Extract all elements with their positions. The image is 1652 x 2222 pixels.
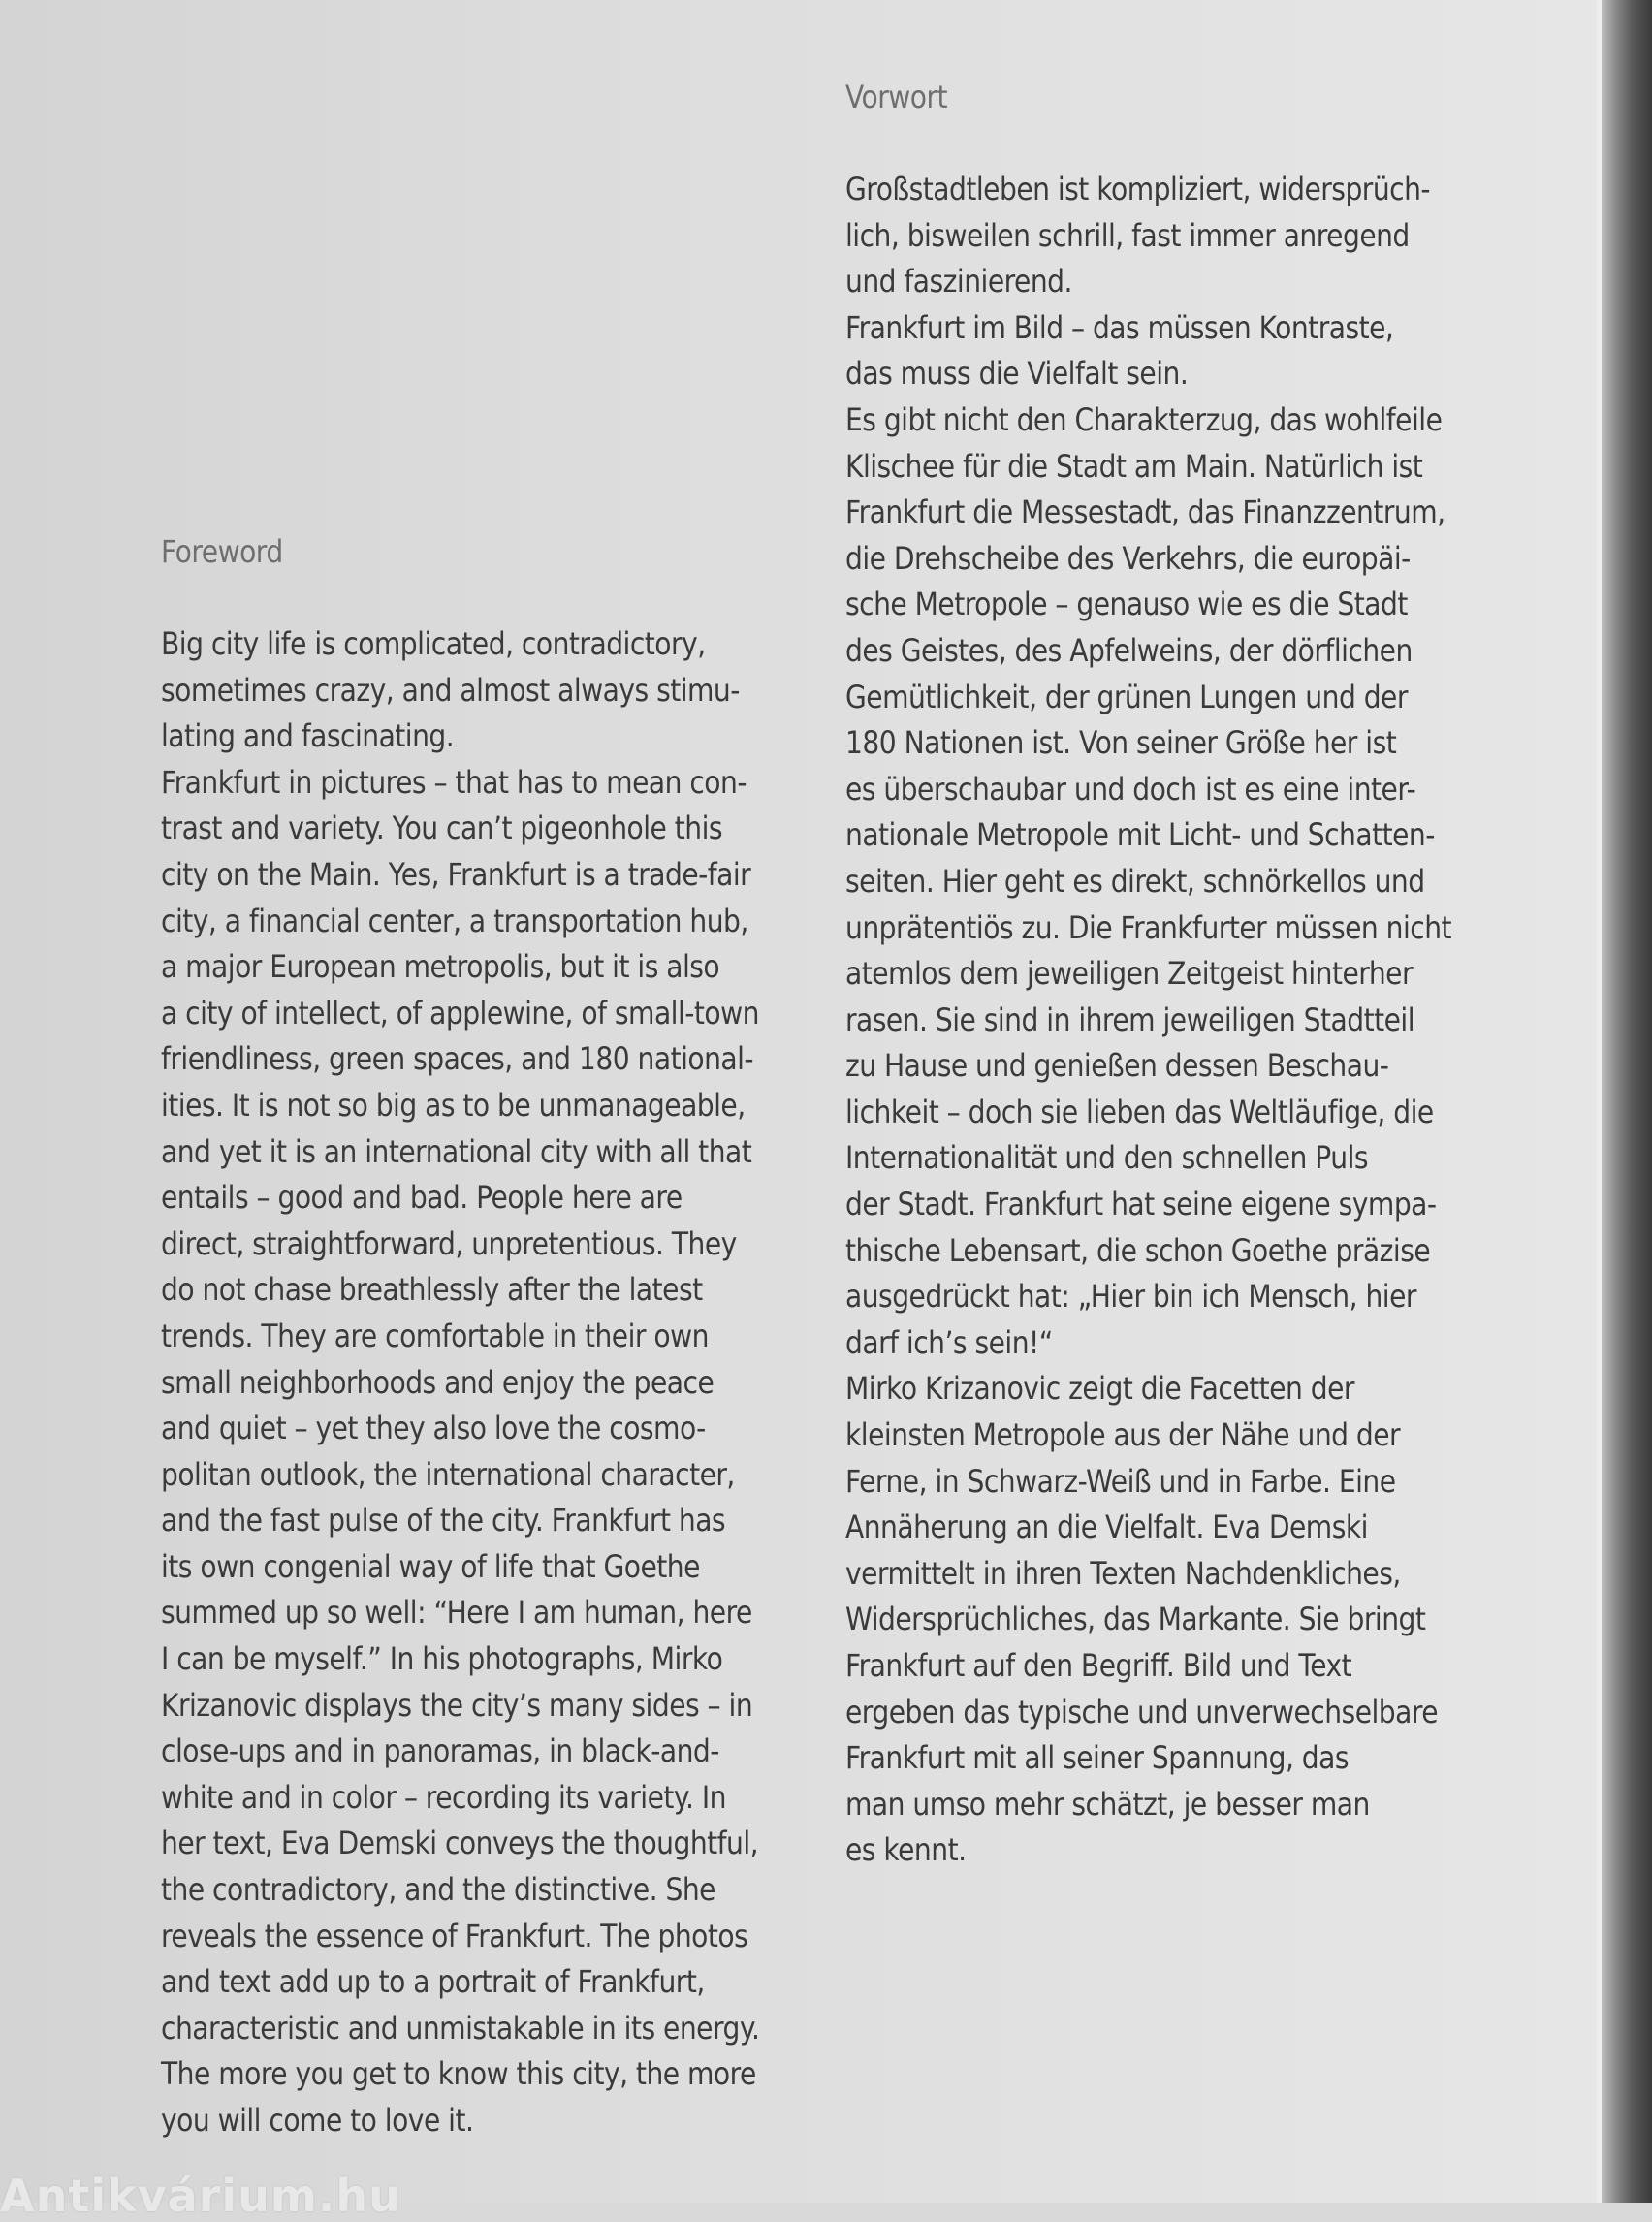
text-line: Big city life is complicated, contradictory, (161, 625, 706, 662)
text-line: Frankfurt auf den Begriff. Bild und Text (845, 1647, 1352, 1684)
foreword-english-column (161, 529, 759, 2144)
text-line: und faszinierend. (845, 263, 1072, 301)
text-line: rasen. Sie sind in ihrem jeweiligen Stadtteil (845, 1000, 1415, 1038)
vorwort-german-body (845, 167, 1451, 1874)
text-line: its own congenial way of life that Goethe (161, 1547, 700, 1585)
text-line: and text add up to a portrait of Frankfurt, (161, 1963, 705, 2001)
text-line: Es gibt nicht den Charakterzug, das wohlfeile (845, 400, 1443, 438)
text-line: white and in color – recording its variety. In (161, 1778, 726, 1816)
text-line: die Drehscheibe des Verkehrs, die europäi- (845, 539, 1411, 577)
text-line: seiten. Hier geht es direkt, schnörkellos und (845, 862, 1425, 900)
text-line: entails – good and bad. People here are (161, 1179, 683, 1217)
text-line: Klischee für die Stadt am Main. Natürlich ist (845, 447, 1423, 485)
text-line: Annäherung an die Vielfalt. Eva Demski (845, 1508, 1368, 1546)
text-line: vermittelt in ihren Texten Nachdenkliches, (845, 1554, 1401, 1592)
text-line: I can be myself.” In his photographs, Mirko (161, 1640, 723, 1678)
text-line: kleinsten Metropole aus der Nähe und der (845, 1416, 1401, 1454)
text-line: trast and variety. You can’t pigeonhole this (161, 809, 723, 847)
text-line: do not chase breathlessly after the latest (161, 1271, 703, 1309)
text-line: lating and fascinating. (161, 717, 455, 755)
text-line: sche Metropole – genauso wie es die Stadt (845, 586, 1408, 623)
text-line: Frankfurt die Messestadt, das Finanzzentrum, (845, 493, 1446, 531)
text-line: lichkeit – doch sie lieben das Weltläufige, die (845, 1093, 1434, 1130)
text-line: and the fast pulse of the city. Frankfurt has (161, 1502, 726, 1540)
text-line: man umso mehr schätzt, je besser man (845, 1785, 1370, 1823)
text-line: Gemütlichkeit, der grünen Lungen und der (845, 678, 1408, 715)
text-line: Krizanovic displays the city’s many sides – in (161, 1686, 753, 1724)
text-line: you will come to love it. (161, 2102, 474, 2139)
text-line: Mirko Krizanovic zeigt die Facetten der (845, 1370, 1354, 1408)
text-line: es kennt. (845, 1831, 967, 1869)
text-line: atemlos dem jeweiligen Zeitgeist hinterher (845, 955, 1414, 993)
text-line: Frankfurt in pictures – that has to mean con- (161, 763, 747, 801)
text-line: a major European metropolis, but it is also (161, 948, 720, 986)
text-line: city on the Main. Yes, Frankfurt is a trade-fair (161, 855, 751, 893)
text-line: unprätentiös zu. Die Frankfurter müssen nicht (845, 908, 1452, 946)
text-line: Frankfurt im Bild – das müssen Kontraste, (845, 308, 1394, 346)
vorwort-german-column (845, 75, 1451, 1874)
text-line: 180 Nationen ist. Von seiner Größe her ist (845, 724, 1397, 762)
text-line: city, a financial center, a transportation hub, (161, 902, 748, 939)
page-shadow (1602, 0, 1652, 2203)
text-line: The more you get to know this city, the more (161, 2055, 756, 2093)
text-line: trends. They are comfortable in their own (161, 1317, 709, 1354)
text-line: nationale Metropole mit Licht- und Schatten- (845, 816, 1435, 854)
text-line: ities. It is not so big as to be unmanageable, (161, 1086, 746, 1124)
text-line: the contradictory, and the distinctive. She (161, 1871, 715, 1909)
text-line: das muss die Vielfalt sein. (845, 355, 1189, 393)
text-line: politan outlook, the international character, (161, 1455, 735, 1493)
text-line: a city of intellect, of applewine, of small-town (161, 994, 759, 1032)
text-line: and yet it is an international city with all that (161, 1132, 752, 1170)
watermark: Antikvárium.hu (0, 2170, 401, 2222)
text-line: direct, straightforward, unpretentious. They (161, 1224, 737, 1262)
foreword-heading: Foreword (161, 533, 283, 570)
foreword-english-body (161, 621, 759, 2144)
text-line: reveals the essence of Frankfurt. The photos (161, 1917, 748, 1954)
text-line: small neighborhoods and enjoy the peace (161, 1363, 715, 1401)
text-line: and quiet – yet they also love the cosmo- (161, 1410, 706, 1447)
text-line: Großstadtleben ist kompliziert, widersprüch- (845, 171, 1431, 207)
text-line: summed up so well: “Here I am human, here (161, 1594, 752, 1632)
text-line: her text, Eva Demski conveys the thoughtful, (161, 1825, 759, 1862)
text-line: Ferne, in Schwarz-Weiß und in Farbe. Eine (845, 1462, 1396, 1500)
text-line: lich, bisweilen schrill, fast immer anregend (845, 216, 1410, 254)
text-line: Widersprüchliches, das Markante. Sie bringt (845, 1601, 1426, 1638)
text-line: der Stadt. Frankfurt hat seine eigene sympa- (845, 1186, 1437, 1223)
text-line: ergeben das typische und unverwechselbare (845, 1693, 1439, 1730)
text-line: characteristic and unmistakable in its energy. (161, 2009, 760, 2047)
text-line: sometimes crazy, and almost always stimu- (161, 671, 740, 709)
text-line: Internationalität und den schnellen Puls (845, 1139, 1369, 1177)
text-line: close-ups and in panoramas, in black-and- (161, 1732, 719, 1770)
text-line: darf ich’s sein!“ (845, 1323, 1053, 1361)
vorwort-heading: Vorwort (845, 79, 948, 115)
text-line: friendliness, green spaces, and 180 national- (161, 1040, 754, 1078)
text-line: ausgedrückt hat: „Hier bin ich Mensch, hier (845, 1278, 1416, 1316)
text-line: Frankfurt mit all seiner Spannung, das (845, 1739, 1350, 1777)
text-line: zu Hause und genießen dessen Beschau- (845, 1047, 1389, 1085)
text-line: es überschaubar und doch ist es eine inter- (845, 770, 1416, 808)
text-line: des Geistes, des Apfelweins, der dörflichen (845, 631, 1413, 669)
text-line: thische Lebensart, die schon Goethe präzise (845, 1231, 1431, 1269)
